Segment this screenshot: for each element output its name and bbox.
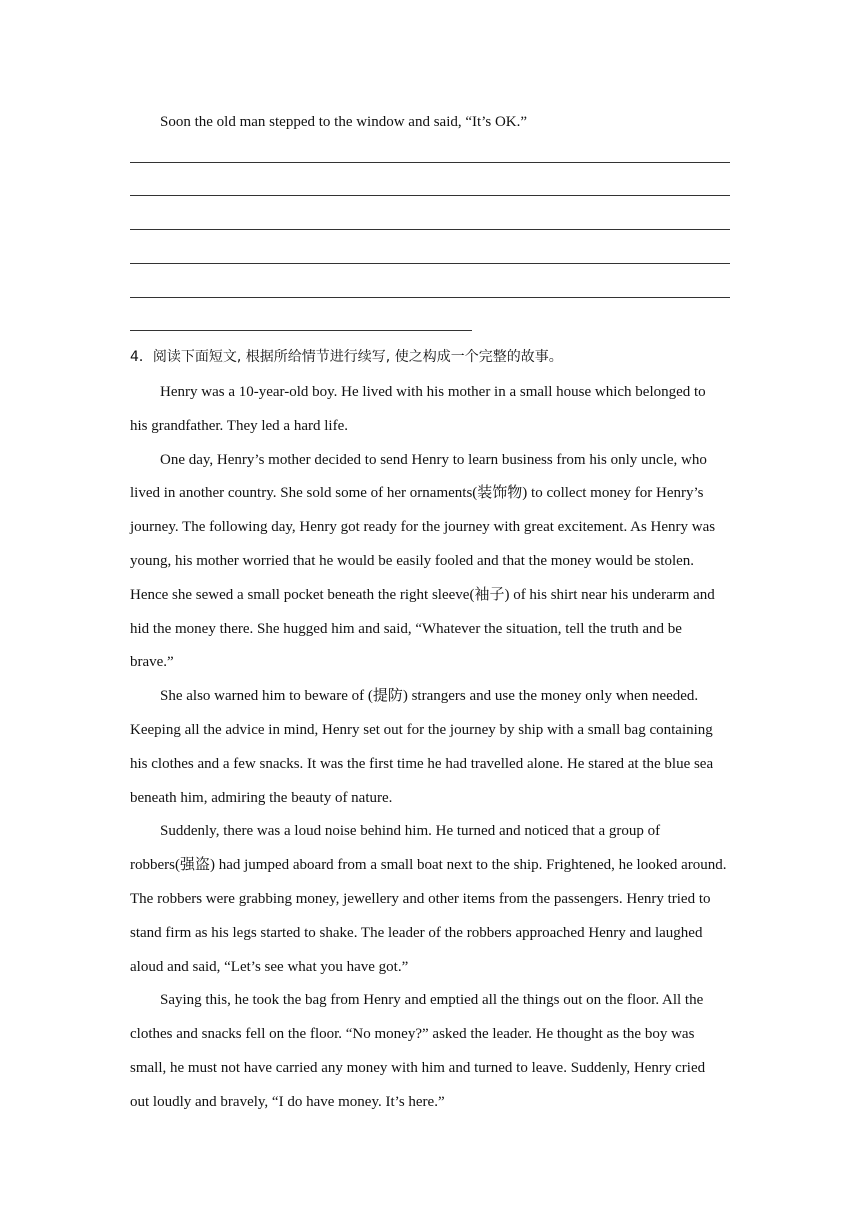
answer-line [130,263,730,264]
question-heading: 4．阅读下面短文, 根据所给情节进行续写, 使之构成一个完整的故事。 [130,349,563,365]
paragraph-line: stand firm as his legs started to shake. The leader of the robbers approached Henry and laughed [130,925,703,941]
paragraph-line: out loudly and bravely, “I do have money. It’s here.” [130,1094,445,1110]
paragraph-line: One day, Henry’s mother decided to send Henry to learn business from his only uncle, who [160,452,707,468]
paragraph-line: clothes and snacks fell on the floor. “No money?” asked the leader. He thought as the boy was [130,1026,695,1042]
paragraph-line: his grandfather. They led a hard life. [130,418,348,434]
answer-line [130,195,730,196]
paragraph-line: Saying this, he took the bag from Henry and emptied all the things out on the floor. All the [160,992,704,1008]
paragraph-line: Keeping all the advice in mind, Henry set out for the journey by ship with a small bag containing [130,722,713,738]
answer-line-short [130,330,472,331]
paragraph-line: young, his mother worried that he would be easily fooled and that the money would be stolen. [130,553,695,569]
paragraph-line: She also warned him to beware of (提防) strangers and use the money only when needed. [160,688,699,704]
paragraph-line: hid the money there. She hugged him and said, “Whatever the situation, tell the truth and be [130,621,682,637]
paragraph-line: beneath him, admiring the beauty of nature. [130,790,393,806]
answer-line [130,229,730,230]
paragraph-line: The robbers were grabbing money, jewellery and other items from the passengers. Henry tried to [130,891,711,907]
paragraph-line: robbers(强盗) had jumped aboard from a small boat next to the ship. Frightened, he looked around. [130,857,727,873]
paragraph-line: his clothes and a few snacks. It was the first time he had travelled alone. He stared at the blue sea [130,756,714,772]
answer-line [130,162,730,163]
paragraph-line: aloud and said, “Let’s see what you have got.” [130,959,409,975]
paragraph-line: Henry was a 10-year-old boy. He lived with his mother in a small house which belonged to [160,384,706,400]
paragraph-line: lived in another country. She sold some of her ornaments(装饰物) to collect money for Henry’s [130,485,704,501]
answer-line [130,297,730,298]
paragraph-line: Suddenly, there was a loud noise behind him. He turned and noticed that a group of [160,823,661,839]
continuation-prompt: Soon the old man stepped to the window and said, “It’s OK.” [160,114,528,130]
paragraph-line: Hence she sewed a small pocket beneath the right sleeve(袖子) of his shirt near his underarm and [130,587,715,603]
paragraph-line: brave.” [130,654,174,670]
paragraph-line: small, he must not have carried any money with him and turned to leave. Suddenly, Henry cried [130,1060,706,1076]
paragraph-line: journey. The following day, Henry got ready for the journey with great excitement. As Henry was [130,519,716,535]
